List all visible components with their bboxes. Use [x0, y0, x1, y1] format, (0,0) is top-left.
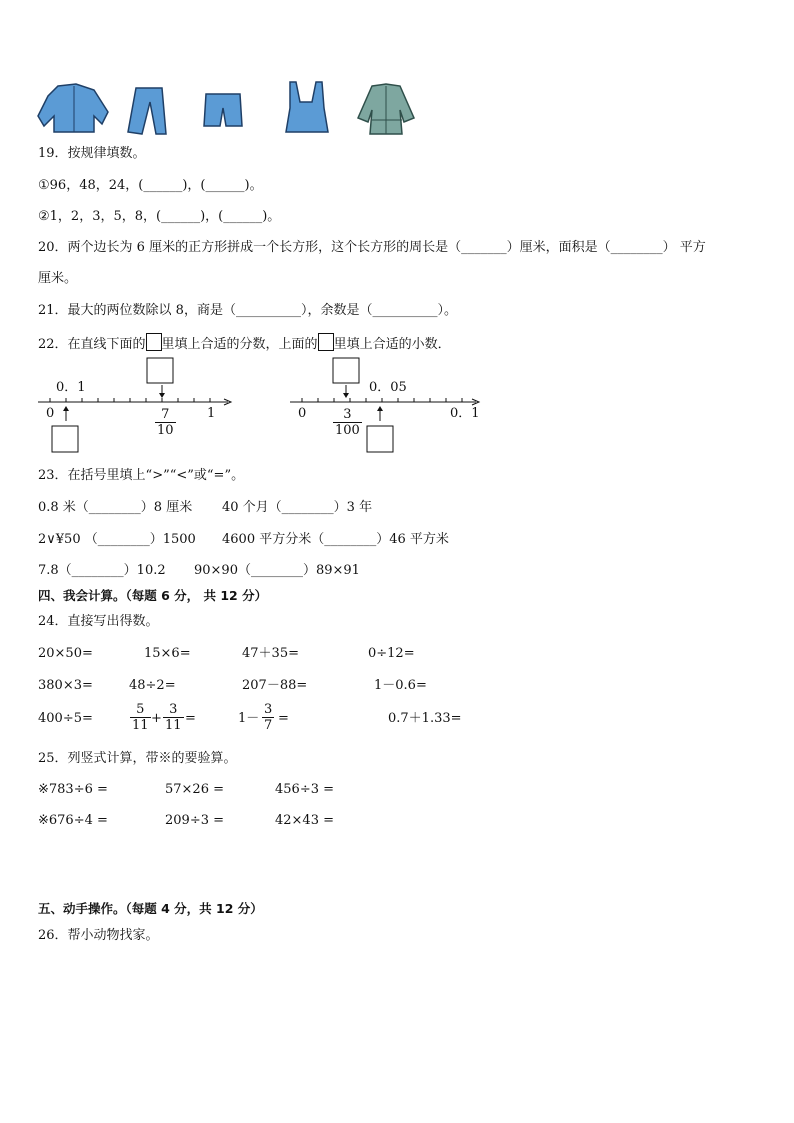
q21: 21．最大的两位数除以 8，商是（__________），余数是（__________）。: [38, 303, 457, 318]
nl1-frac-den: 10: [157, 423, 174, 438]
q24-r2-1: 380×3=: [38, 678, 93, 693]
frac3-den: 7: [264, 718, 273, 733]
nl1-fraction: [155, 407, 176, 438]
number-line-1-axis: [36, 355, 236, 455]
q19-b: ②1，2，3，5，8，(______)，(______)。: [38, 209, 281, 224]
q23-title: 23．在括号里填上“>”“<”或“=”。: [38, 468, 245, 483]
q20-line2: 厘米。: [38, 271, 78, 286]
q26: 26．帮小动物找家。: [38, 928, 159, 943]
nl1-zero: 0: [46, 406, 55, 421]
q24-r3-frac3: [262, 702, 274, 733]
q24-r1-4: 0÷12=: [368, 646, 415, 661]
q25-r1-1: ※783÷6 =: [38, 782, 108, 797]
q19-a: ①96，48，24，(______)，(______)。: [38, 178, 263, 193]
nl1-label-top: 0．1: [56, 380, 86, 395]
q24-r3-frac2: [163, 702, 184, 733]
q24-title: 24．直接写出得数。: [38, 614, 159, 629]
equals-sign: =: [185, 711, 196, 726]
box-icon: [146, 333, 162, 351]
box-icon: [318, 333, 334, 351]
frac1-den: 11: [132, 718, 149, 733]
q24-r1-3: 47＋35=: [242, 646, 299, 661]
q24-r2-2: 48÷2=: [129, 678, 176, 693]
q23-r3b: 90×90（________）89×91: [194, 563, 360, 578]
q23-r1b: 40 个月（________）3 年: [222, 500, 373, 515]
q24-r3-4: 0.7＋1.33=: [388, 711, 462, 726]
q23-r2a: 2∨¥50 （________）1500: [38, 532, 196, 547]
nl1-frac-num: 7: [155, 407, 176, 423]
trousers-icon: [128, 88, 166, 134]
shorts-icon: [204, 94, 242, 126]
q19-title: 19．按规律填数。: [38, 146, 146, 161]
q25-r1-2: 57×26 =: [165, 782, 225, 797]
frac1-num: 5: [130, 702, 151, 718]
q22-text2: 里填上合适的分数，上面的: [161, 337, 318, 352]
q23-r1a: 0.8 米（________）8 厘米: [38, 500, 193, 515]
q24-r3-frac1: [130, 702, 151, 733]
q25-r2-2: 209÷3 =: [165, 813, 225, 828]
section-4-heading: 四、我会计算。（每题 6 分， 共 12 分）: [38, 588, 268, 603]
number-line-2: [288, 355, 488, 455]
nl2-fraction: [333, 407, 362, 438]
q24-r1-2: 15×6=: [144, 646, 191, 661]
q24-r2-3: 207－88=: [242, 678, 308, 693]
nl2-frac-den: 100: [335, 423, 360, 438]
q25-title: 25．列竖式计算，带※的要验算。: [38, 751, 237, 766]
q24-r1-1: 20×50=: [38, 646, 93, 661]
nl1-one: 1: [207, 406, 216, 421]
q24-r2-4: 1－0.6=: [374, 678, 427, 693]
equals-sign: =: [278, 711, 289, 726]
q25-r2-3: 42×43 =: [275, 813, 335, 828]
clothes-row: [36, 78, 416, 138]
q22-text3: 里填上合适的小数．: [333, 337, 451, 352]
q25-r2-1: ※676÷4 =: [38, 813, 108, 828]
q23-r2b: 4600 平方分米（________）46 平方米: [222, 532, 449, 547]
number-line-1: [36, 355, 236, 455]
coat-icon: [358, 84, 414, 134]
frac3-num: 3: [264, 702, 273, 717]
q20-line1: 20．两个边长为 6 厘米的正方形拼成一个长方形，这个长方形的周长是（_______）厘米，面积是（________） 平方: [38, 240, 706, 255]
frac2-den: 11: [165, 718, 182, 733]
q22-instruction: [38, 333, 451, 354]
section-5-heading: 五、动手操作。（每题 4 分，共 12 分）: [38, 901, 263, 916]
q24-r3-1: 400÷5=: [38, 711, 93, 726]
one-minus: 1－: [238, 711, 260, 726]
nl2-end: 0．1: [450, 406, 480, 421]
nl2-label-top: 0．05: [369, 380, 407, 395]
q23-r3a: 7.8（________）10.2: [38, 563, 166, 578]
vest-icon: [286, 82, 328, 132]
jacket-icon: [38, 84, 108, 132]
nl2-frac-num: 3: [333, 407, 362, 423]
plus-sign: +: [151, 711, 162, 726]
frac2-num: 3: [163, 702, 184, 718]
q25-r1-3: 456÷3 =: [275, 782, 335, 797]
nl2-zero: 0: [298, 406, 307, 421]
q22-text1: 22．在直线下面的: [38, 337, 146, 352]
